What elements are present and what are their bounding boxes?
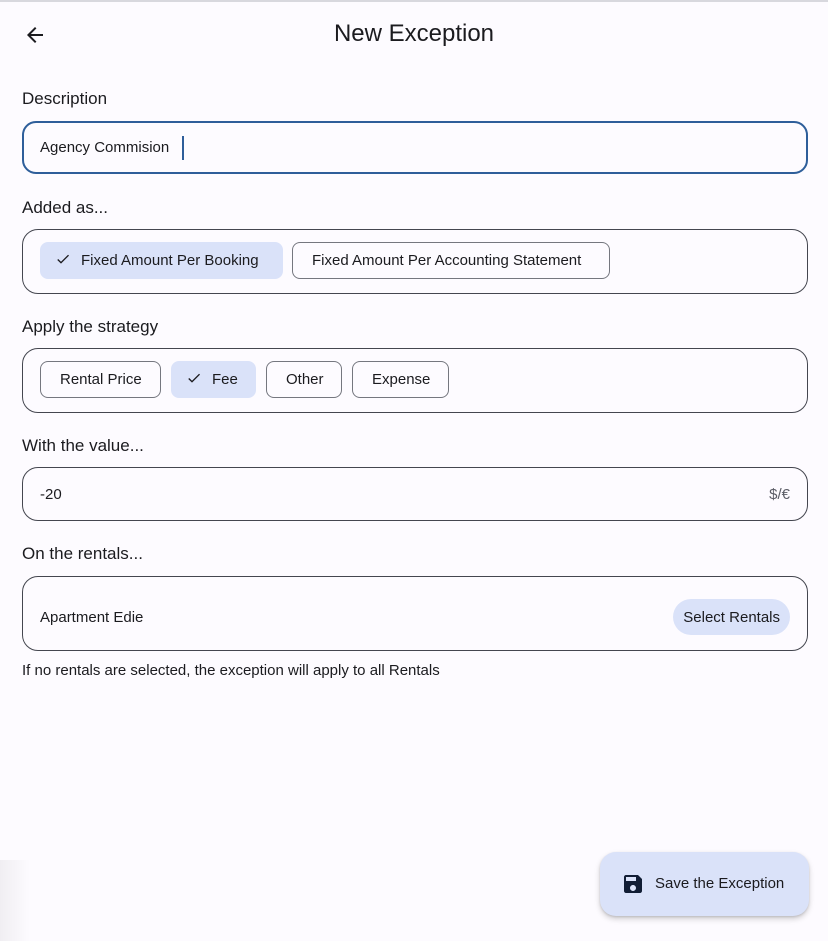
selected-rental: Apartment Edie bbox=[40, 609, 144, 626]
chip-label: Expense bbox=[372, 371, 431, 388]
value-input[interactable] bbox=[40, 468, 640, 520]
strategy-label: Apply the strategy bbox=[22, 317, 159, 336]
chip-fixed-per-statement[interactable] bbox=[292, 242, 610, 279]
chip-fee[interactable] bbox=[171, 361, 256, 398]
description-field[interactable] bbox=[22, 121, 808, 174]
page-title: New Exception bbox=[333, 20, 495, 47]
chip-label: Fixed Amount Per Accounting Statement bbox=[312, 252, 582, 269]
app-bar bbox=[0, 2, 828, 66]
text-caret bbox=[182, 136, 184, 160]
chip-expense[interactable] bbox=[352, 361, 449, 398]
description-label: Description bbox=[22, 89, 108, 108]
chip-label: Fee bbox=[212, 371, 238, 388]
save-exception-button[interactable] bbox=[600, 852, 809, 916]
rentals-hint: If no rentals are selected, the exception will apply to all Rentals bbox=[22, 662, 440, 679]
added-as-group bbox=[22, 229, 808, 294]
rentals-box bbox=[22, 576, 808, 651]
chip-other[interactable] bbox=[266, 361, 342, 398]
check-icon bbox=[54, 251, 72, 271]
added-as-label: Added as... bbox=[22, 198, 109, 217]
chip-label: Rental Price bbox=[60, 371, 142, 388]
chip-label: Other bbox=[286, 371, 324, 388]
chip-label: Fixed Amount Per Booking bbox=[81, 252, 259, 269]
value-field[interactable] bbox=[22, 467, 808, 521]
save-floppy-icon bbox=[621, 872, 645, 896]
save-exception-label: Save the Exception bbox=[655, 875, 785, 892]
value-label: With the value... bbox=[22, 436, 144, 455]
chip-fixed-per-booking[interactable] bbox=[40, 242, 283, 279]
check-icon bbox=[185, 370, 203, 390]
select-rentals-button[interactable]: Select Rentals bbox=[673, 599, 790, 635]
description-input[interactable] bbox=[40, 123, 780, 172]
currency-suffix: $/€ bbox=[769, 486, 790, 503]
chip-rental-price[interactable] bbox=[40, 361, 161, 398]
strategy-group bbox=[22, 348, 808, 413]
rentals-label: On the rentals... bbox=[22, 544, 143, 563]
edge-shadow bbox=[0, 860, 30, 941]
